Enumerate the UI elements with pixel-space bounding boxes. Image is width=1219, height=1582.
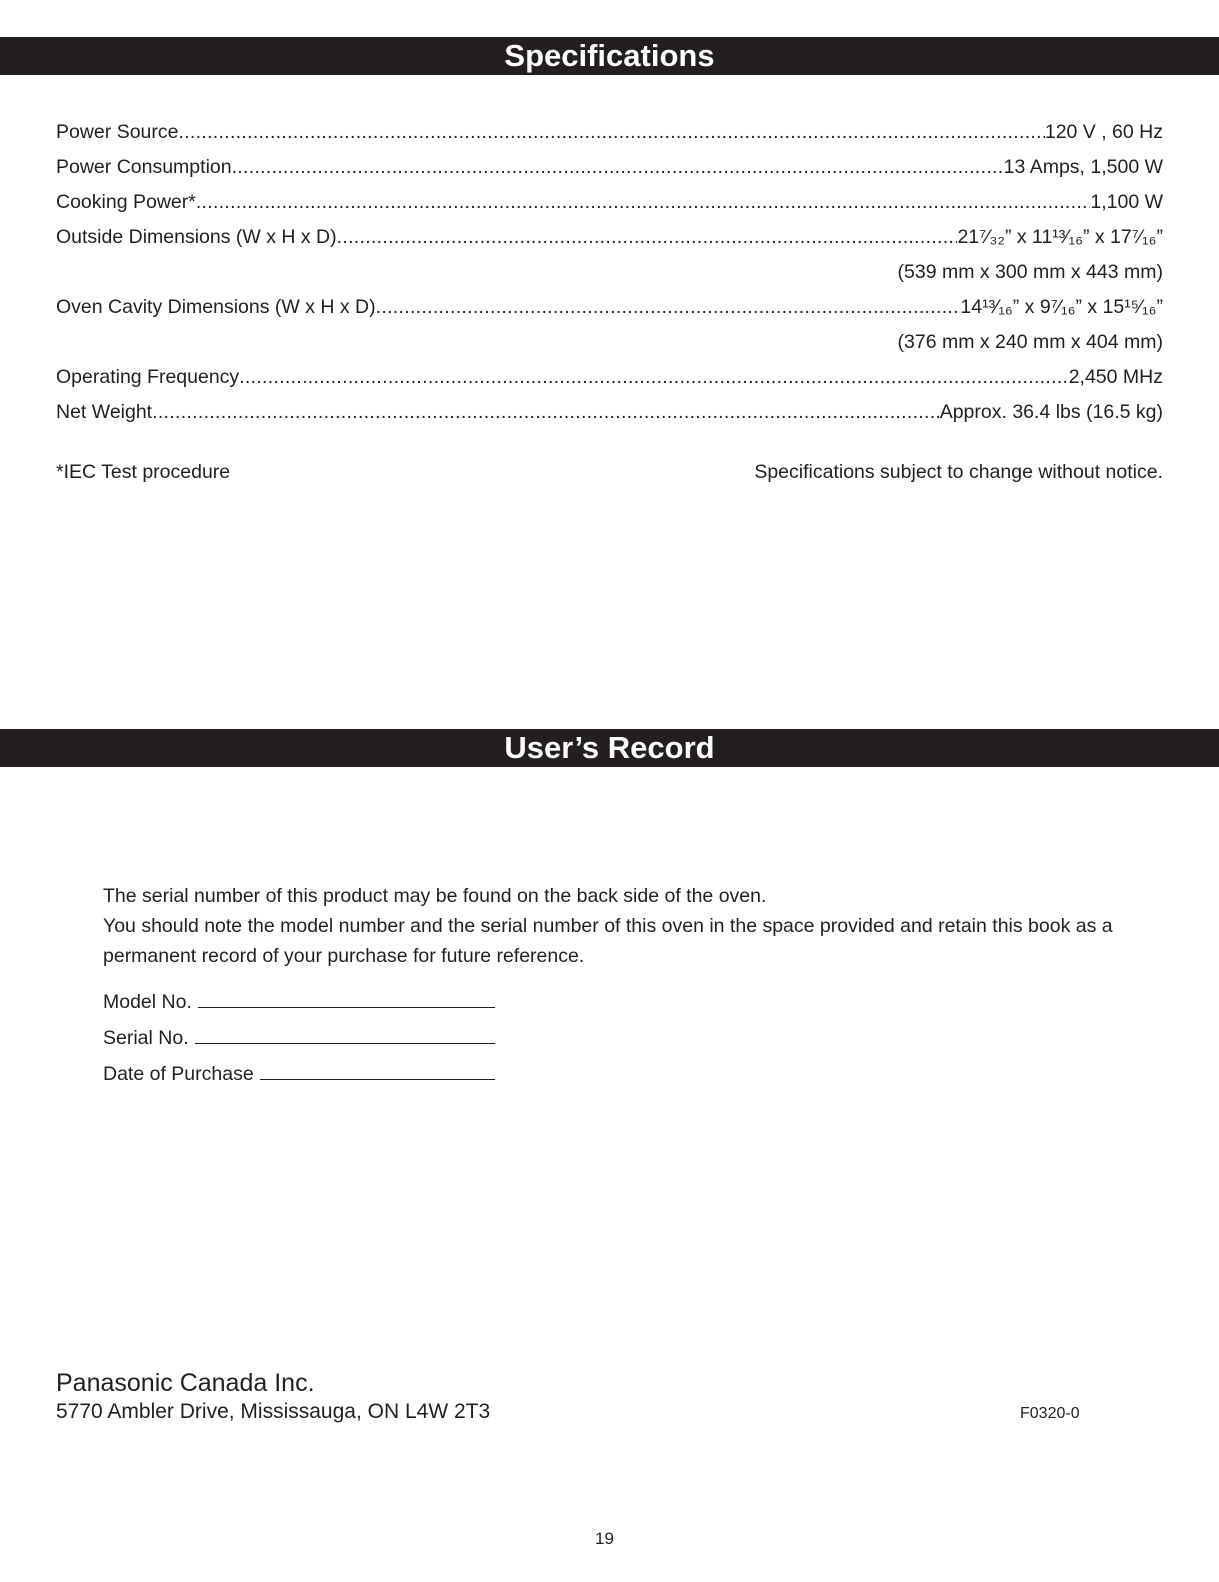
serial-number-field[interactable]	[103, 1023, 495, 1059]
model-number-field[interactable]	[103, 987, 495, 1023]
spec-label: Cooking Power*	[56, 191, 196, 213]
specifications-heading: Specifications	[0, 37, 1219, 75]
field-label: Model No.	[103, 991, 192, 1013]
spec-value: 13 Amps, 1,500 W	[1003, 156, 1163, 178]
spec-label: Power Source	[56, 121, 179, 143]
spec-label: Outside Dimensions (W x H x D)	[56, 226, 337, 248]
date-of-purchase-field[interactable]	[103, 1059, 495, 1095]
dot-leader	[152, 395, 940, 430]
spec-row-outside-dimensions	[56, 220, 1163, 255]
spec-value: 2,450 MHz	[1068, 366, 1163, 388]
spec-row-power-consumption	[56, 150, 1163, 185]
spec-row-oven-cavity-dimensions-metric	[56, 325, 1163, 360]
blank-line[interactable]	[198, 987, 495, 1008]
dot-leader	[196, 185, 1091, 220]
instruction-paragraph: The serial number of this product may be found on the back side of the oven.	[103, 885, 767, 907]
spec-value: 120 V , 60 Hz	[1044, 121, 1163, 143]
document-code: F0320-0	[1020, 1405, 1080, 1422]
spec-label: Power Consumption	[56, 156, 232, 178]
spec-label: Net Weight	[56, 401, 153, 423]
spec-row-net-weight	[56, 395, 1163, 430]
dot-leader	[232, 150, 1004, 185]
blank-line[interactable]	[195, 1023, 495, 1044]
dot-leader	[239, 360, 1069, 395]
page-number: 19	[595, 1529, 614, 1548]
specifications-notes	[56, 457, 1163, 487]
company-address: 5770 Ambler Drive, Mississauga, ON L4W 2T3	[56, 1400, 491, 1423]
spec-value: 1,100 W	[1090, 191, 1163, 213]
spec-row-power-source	[56, 115, 1163, 150]
spec-value-metric: (539 mm x 300 mm x 443 mm)	[897, 261, 1163, 283]
spec-label: Oven Cavity Dimensions (W x H x D)	[56, 296, 376, 318]
instruction-paragraph: You should note the model number and the serial number of this oven in the space provided and retain this book as a permanent record of your purchase for future reference.	[103, 915, 1113, 967]
spec-row-cooking-power	[56, 185, 1163, 220]
spec-row-outside-dimensions-metric	[56, 255, 1163, 290]
dot-leader	[376, 290, 961, 325]
dot-leader	[178, 115, 1044, 150]
blank-line[interactable]	[260, 1059, 495, 1080]
footnote: *IEC Test procedure	[56, 461, 231, 483]
specifications-list	[56, 115, 1163, 430]
spec-row-operating-frequency	[56, 360, 1163, 395]
field-label: Serial No.	[103, 1027, 189, 1049]
spec-label: Operating Frequency	[56, 366, 240, 388]
spec-value: Approx. 36.4 lbs (16.5 kg)	[939, 401, 1163, 423]
spec-value-metric: (376 mm x 240 mm x 404 mm)	[897, 331, 1163, 353]
record-fields	[103, 987, 495, 1095]
spec-row-oven-cavity-dimensions	[56, 290, 1163, 325]
users-record-heading: User’s Record	[0, 729, 1219, 767]
dot-leader	[337, 220, 958, 255]
company-name: Panasonic Canada Inc.	[56, 1369, 315, 1397]
users-record-instructions	[103, 881, 1113, 971]
disclaimer: Specifications subject to change without notice.	[754, 461, 1163, 483]
spec-value: 21⁷⁄₃₂” x 11¹³⁄₁₆” x 17⁷⁄₁₆”	[957, 226, 1163, 248]
field-label: Date of Purchase	[103, 1063, 254, 1085]
spec-value: 14¹³⁄₁₆” x 9⁷⁄₁₆” x 15¹⁵⁄₁₆”	[960, 296, 1163, 318]
